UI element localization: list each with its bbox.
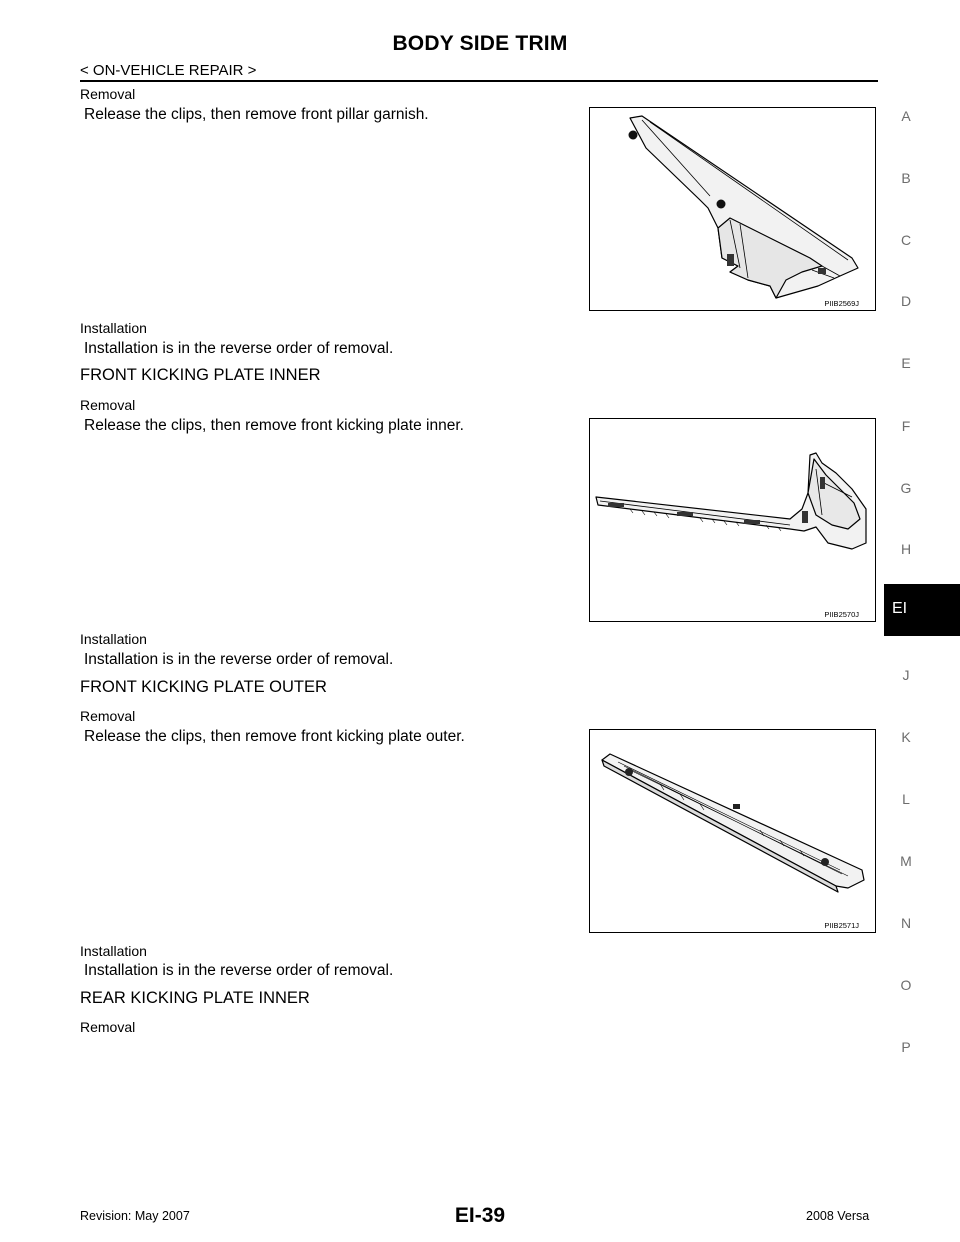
kick-outer-illustration [590, 730, 875, 932]
index-letter-h[interactable]: H [900, 541, 912, 557]
rear-inner-removal-label: Removal [80, 1019, 136, 1035]
index-letter-f[interactable]: F [901, 418, 911, 434]
index-letter-p[interactable]: P [901, 1039, 911, 1055]
index-letter-m[interactable]: M [900, 853, 912, 869]
index-letter-o[interactable]: O [900, 977, 912, 993]
index-letter-l[interactable]: L [902, 791, 910, 807]
section-index [884, 0, 960, 1242]
pillar-garnish-illustration [590, 108, 875, 310]
kick-inner-heading: FRONT KICKING PLATE INNER [80, 366, 321, 384]
kick-inner-removal-text: Release the clips, then remove front kicking plate inner. [84, 417, 464, 434]
index-letter-c[interactable]: C [900, 232, 912, 248]
kick-inner-figure [589, 418, 876, 622]
kick-inner-installation-label: Installation [80, 631, 147, 647]
rear-inner-heading: REAR KICKING PLATE INNER [80, 989, 310, 1007]
footer-revision: Revision: May 2007 [80, 1209, 190, 1223]
kick-outer-installation-label: Installation [80, 943, 147, 959]
index-letter-e[interactable]: E [901, 355, 911, 371]
kick-outer-figure-code: PIIB2571J [824, 921, 859, 930]
index-letter-j[interactable]: J [902, 667, 910, 683]
kick-outer-removal-label: Removal [80, 708, 136, 724]
index-letter-g[interactable]: G [900, 480, 912, 496]
pillar-garnish-figure [589, 107, 876, 311]
page-title: BODY SIDE TRIM [392, 32, 568, 55]
kick-outer-removal-text: Release the clips, then remove front kicking plate outer. [84, 728, 465, 745]
index-letter-b[interactable]: B [901, 170, 911, 186]
kick-inner-removal-label: Removal [80, 397, 136, 413]
index-letter-a[interactable]: A [901, 108, 911, 124]
kick-inner-illustration [590, 419, 875, 621]
kick-inner-figure-code: PIIB2570J [824, 610, 859, 619]
index-letter-k[interactable]: K [901, 729, 911, 745]
index-letter-n[interactable]: N [900, 915, 912, 931]
pillar-figure-code: PIIB2569J [824, 299, 859, 308]
breadcrumb: < ON-VEHICLE REPAIR > [80, 62, 257, 79]
header-divider [80, 80, 878, 82]
index-active-label: EI [892, 600, 908, 617]
pillar-removal-text: Release the clips, then remove front pillar garnish. [84, 106, 429, 123]
kick-outer-heading: FRONT KICKING PLATE OUTER [80, 678, 327, 696]
pillar-installation-label: Installation [80, 320, 147, 336]
kick-inner-installation-text: Installation is in the reverse order of removal. [84, 651, 394, 668]
pillar-removal-label: Removal [80, 86, 136, 102]
pillar-installation-text: Installation is in the reverse order of removal. [84, 340, 394, 357]
index-active-tab[interactable] [884, 584, 960, 636]
page-number: EI-39 [454, 1204, 506, 1227]
index-letter-d[interactable]: D [900, 293, 912, 309]
footer-model: 2008 Versa [806, 1209, 870, 1223]
kick-outer-installation-text: Installation is in the reverse order of removal. [84, 962, 394, 979]
kick-outer-figure [589, 729, 876, 933]
